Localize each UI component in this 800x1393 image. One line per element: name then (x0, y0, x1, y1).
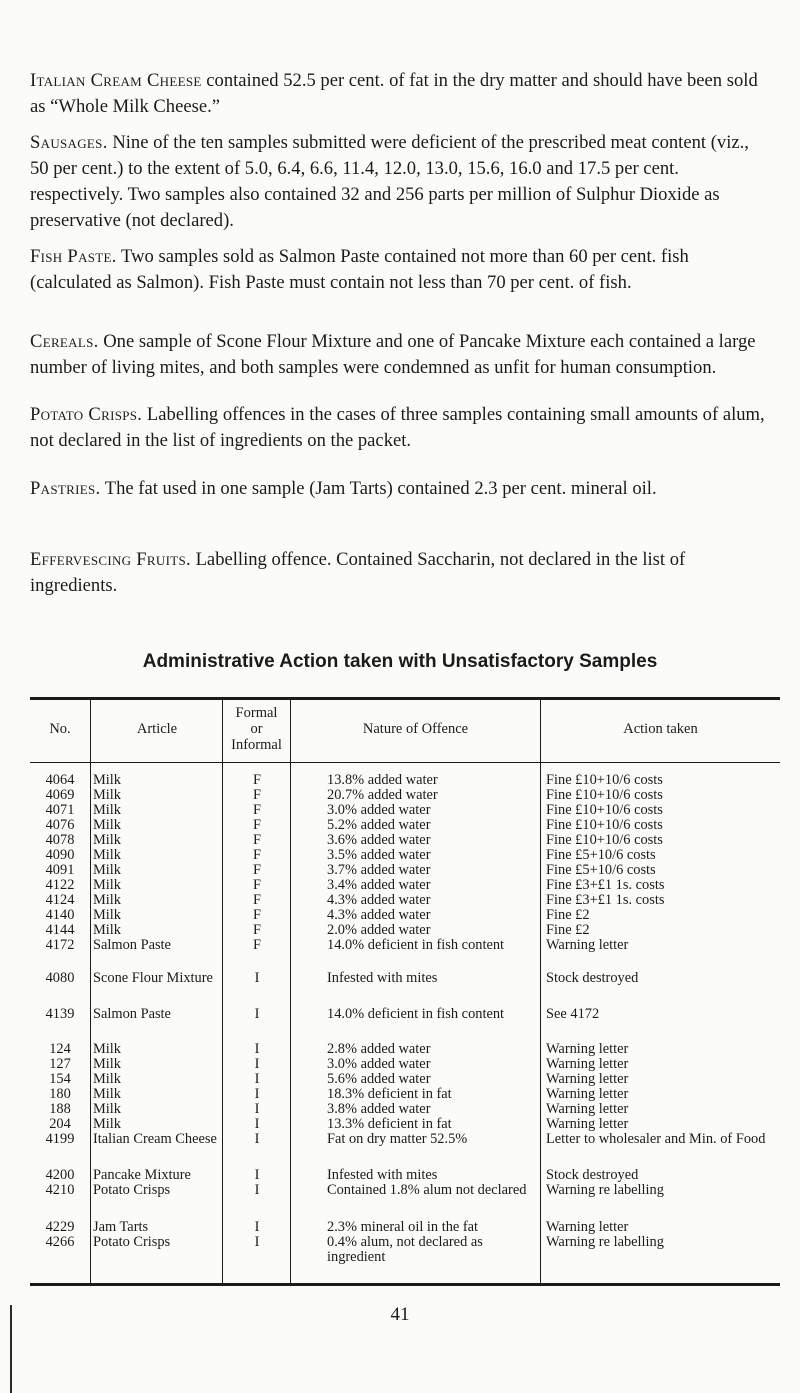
cell-formal: F (252, 907, 261, 923)
cell-action: Stock destroyed (546, 1167, 639, 1183)
cell-article: Salmon Paste (93, 1006, 171, 1022)
cell-action: Fine £2 (546, 922, 590, 938)
cell-article: Potato Crisps (93, 1234, 171, 1250)
cell-no: 4140 (45, 907, 75, 923)
header-formal-line: or (250, 721, 263, 737)
cell-nature: 3.6% added water (327, 832, 431, 848)
cell-no: 4266 (45, 1234, 75, 1250)
cell-no: 180 (49, 1086, 71, 1102)
cell-article: Potato Crisps (93, 1182, 171, 1198)
cell-nature: Infested with mites (327, 970, 438, 986)
cell-action: Warning letter (546, 1101, 629, 1117)
cell-article: Milk (93, 817, 121, 833)
cell-article: Milk (93, 862, 121, 878)
cell-article: Milk (93, 1071, 121, 1087)
paragraph-effervescing-fruits (30, 547, 770, 599)
cell-formal: I (254, 1182, 260, 1198)
cell-nature: 0.4% alum, not declared as ingredient (327, 1234, 483, 1265)
cell-action: Fine £2 (546, 907, 590, 923)
cell-formal: I (254, 1086, 260, 1102)
cell-nature: 3.0% added water (327, 1056, 431, 1072)
table-column-divider (290, 697, 291, 1285)
paragraph-lead: Effervescing Fruits. (30, 549, 191, 570)
cell-no: 4078 (45, 832, 75, 848)
cell-nature: 14.0% deficient in fish content (327, 937, 505, 953)
cell-formal: I (254, 1006, 260, 1022)
cell-no: 124 (49, 1041, 71, 1057)
cell-no: 4139 (45, 1006, 75, 1022)
cell-action: Fine £10+10/6 costs (546, 802, 663, 818)
paragraph-text: Two samples sold as Salmon Paste contained not more than 60 per cent. fish (calculated as Salmon). Fish Paste must contain not less than 70 per cent. of fish. (30, 246, 689, 293)
cell-formal: F (252, 787, 261, 803)
cell-no: 4200 (45, 1167, 75, 1183)
cell-article: Scone Flour Mixture (93, 970, 213, 986)
cell-formal: I (254, 1219, 260, 1235)
cell-article: Milk (93, 907, 121, 923)
cell-action: Fine £5+10/6 costs (546, 847, 656, 863)
page-number: 41 (390, 1304, 410, 1325)
cell-no: 4144 (45, 922, 75, 938)
table-top-rule (30, 697, 780, 700)
cell-nature: 2.0% added water (327, 922, 431, 938)
cell-nature: 2.8% added water (327, 1041, 431, 1057)
paragraph-text: contained 52.5 per cent. of fat in the dry matter and should have been sold as “Whole Milk Cheese.” (30, 70, 758, 117)
paragraph-cereals (30, 329, 770, 381)
cell-no: 4172 (45, 937, 75, 953)
cell-formal: F (252, 817, 261, 833)
cell-action: Fine £10+10/6 costs (546, 817, 663, 833)
cell-no: 4090 (45, 847, 75, 863)
cell-formal: F (252, 802, 261, 818)
cell-formal: I (254, 970, 260, 986)
cell-article: Milk (93, 1086, 121, 1102)
cell-nature: 3.8% added water (327, 1101, 431, 1117)
cell-article: Milk (93, 1041, 121, 1057)
cell-formal: I (254, 1131, 260, 1147)
paragraph-lead: Pastries. (30, 478, 101, 499)
cell-formal: I (254, 1234, 260, 1250)
cell-nature: 3.4% added water (327, 877, 431, 893)
cell-nature: 3.0% added water (327, 802, 431, 818)
paragraph-lead: Italian Cream Cheese (30, 70, 202, 91)
cell-nature: 13.8% added water (327, 772, 438, 788)
paragraph-sausages (30, 130, 770, 234)
table-column-divider (222, 697, 223, 1285)
cell-article: Pancake Mixture (93, 1167, 191, 1183)
cell-article: Milk (93, 772, 121, 788)
cell-action: Warning letter (546, 1219, 629, 1235)
cell-action: Stock destroyed (546, 970, 639, 986)
cell-article: Milk (93, 877, 121, 893)
header-article: Article (136, 721, 178, 737)
cell-article: Jam Tarts (93, 1219, 149, 1235)
cell-formal: I (254, 1071, 260, 1087)
cell-action: Warning re labelling (546, 1234, 664, 1250)
cell-formal: F (252, 877, 261, 893)
table-header-rule (30, 762, 780, 763)
cell-action: Fine £10+10/6 costs (546, 787, 663, 803)
cell-article: Milk (93, 1056, 121, 1072)
header-no: No. (49, 721, 71, 737)
cell-action: Warning letter (546, 1041, 629, 1057)
cell-nature: 3.5% added water (327, 847, 431, 863)
header-formal-line: Formal (235, 705, 278, 721)
cell-formal: F (252, 862, 261, 878)
cell-article: Milk (93, 832, 121, 848)
cell-action: Letter to wholesaler and Min. of Food (546, 1131, 766, 1147)
cell-nature: 20.7% added water (327, 787, 438, 803)
cell-nature: 4.3% added water (327, 907, 431, 923)
actions-table (30, 697, 780, 1287)
cell-no: 188 (49, 1101, 71, 1117)
cell-action: Warning letter (546, 1056, 629, 1072)
header-nature: Nature of Offence (362, 721, 469, 737)
cell-action: Warning letter (546, 937, 629, 953)
paragraph-fish-paste (30, 244, 770, 296)
cell-no: 4229 (45, 1219, 75, 1235)
table-column-divider (540, 697, 541, 1285)
paragraph-text: The fat used in one sample (Jam Tarts) contained 2.3 per cent. mineral oil. (104, 478, 657, 499)
cell-no: 4210 (45, 1182, 75, 1198)
paragraph-text: One sample of Scone Flour Mixture and one of Pancake Mixture each contained a large number of living mites, and both samples were condemned as unfit for human consumption. (30, 331, 756, 378)
cell-formal: I (254, 1116, 260, 1132)
paragraph-lead: Sausages. (30, 132, 108, 153)
cell-action: Fine £3+£1 1s. costs (546, 877, 665, 893)
cell-action: Warning letter (546, 1086, 629, 1102)
cell-no: 154 (49, 1071, 71, 1087)
cell-nature: 18.3% deficient in fat (327, 1086, 452, 1102)
table-title: Administrative Action taken with Unsatisfactory Samples (142, 651, 658, 672)
paragraph-lead: Cereals. (30, 331, 99, 352)
cell-action: See 4172 (546, 1006, 600, 1022)
header-action: Action taken (623, 721, 698, 737)
cell-no: 4124 (45, 892, 75, 908)
cell-nature: 5.2% added water (327, 817, 431, 833)
cell-article: Milk (93, 847, 121, 863)
cell-nature: Contained 1.8% alum not declared (327, 1182, 527, 1198)
cell-formal: F (252, 937, 261, 953)
table-bottom-rule (30, 1283, 780, 1286)
cell-no: 4076 (45, 817, 75, 833)
paragraph-text: Labelling offences in the cases of three samples containing small amounts of alum, not declared in the list of ingredients on the packet. (30, 404, 765, 451)
cell-formal: I (254, 1041, 260, 1057)
cell-formal: I (254, 1101, 260, 1117)
cell-no: 4064 (45, 772, 75, 788)
header-formal (223, 705, 290, 753)
paragraph-lead: Potato Crisps. (30, 404, 143, 425)
cell-nature: 3.7% added water (327, 862, 431, 878)
paragraph-lead: Fish Paste. (30, 246, 117, 267)
table-column-divider (90, 697, 91, 1285)
cell-no: 4091 (45, 862, 75, 878)
paragraph-text: Labelling offence. Contained Saccharin, not declared in the list of ingredients. (30, 549, 686, 596)
cell-nature: 5.6% added water (327, 1071, 431, 1087)
cell-action: Fine £5+10/6 costs (546, 862, 656, 878)
cell-formal: F (252, 892, 261, 908)
cell-formal: F (252, 922, 261, 938)
cell-formal: I (254, 1167, 260, 1183)
cell-article: Milk (93, 892, 121, 908)
cell-nature: 13.3% deficient in fat (327, 1116, 452, 1132)
cell-nature: Fat on dry matter 52.5% (327, 1131, 468, 1147)
cell-formal: I (254, 1056, 260, 1072)
cell-no: 204 (49, 1116, 71, 1132)
cell-action: Fine £10+10/6 costs (546, 832, 663, 848)
cell-formal: F (252, 772, 261, 788)
cell-article: Milk (93, 1116, 121, 1132)
cell-formal: F (252, 832, 261, 848)
cell-action: Fine £10+10/6 costs (546, 772, 663, 788)
cell-article: Salmon Paste (93, 937, 171, 953)
cell-no: 4080 (45, 970, 75, 986)
cell-action: Warning re labelling (546, 1182, 664, 1198)
margin-rule (10, 1305, 12, 1393)
cell-article: Italian Cream Cheese (93, 1131, 217, 1147)
paragraph-pastries (30, 476, 770, 502)
cell-nature: 2.3% mineral oil in the fat (327, 1219, 479, 1235)
cell-nature: 4.3% added water (327, 892, 431, 908)
cell-no: 4069 (45, 787, 75, 803)
paragraph-potato-crisps (30, 402, 770, 454)
cell-article: Milk (93, 1101, 121, 1117)
cell-nature: 14.0% deficient in fish content (327, 1006, 505, 1022)
cell-no: 4122 (45, 877, 75, 893)
cell-formal: F (252, 847, 261, 863)
cell-action: Warning letter (546, 1116, 629, 1132)
cell-article: Milk (93, 787, 121, 803)
cell-action: Fine £3+£1 1s. costs (546, 892, 665, 908)
cell-no: 4199 (45, 1131, 75, 1147)
cell-article: Milk (93, 922, 121, 938)
cell-nature: Infested with mites (327, 1167, 438, 1183)
paragraph-italian-cream-cheese (30, 68, 770, 120)
header-formal-line: Informal (231, 737, 282, 753)
cell-action: Warning letter (546, 1071, 629, 1087)
paragraph-text: Nine of the ten samples submitted were deficient of the prescribed meat content (viz., 50 per cent.) to the extent of 5.0, 6.4, 6.6, 11.4, 12.0, 13.0, 15.6, 16.0 and 17.5 per cent. respectively. Two samples also contained 32 and 256 parts per million of Sulphur Dioxide as preservative (not declared). (30, 132, 749, 231)
cell-no: 4071 (45, 802, 75, 818)
cell-no: 127 (49, 1056, 71, 1072)
cell-article: Milk (93, 802, 121, 818)
